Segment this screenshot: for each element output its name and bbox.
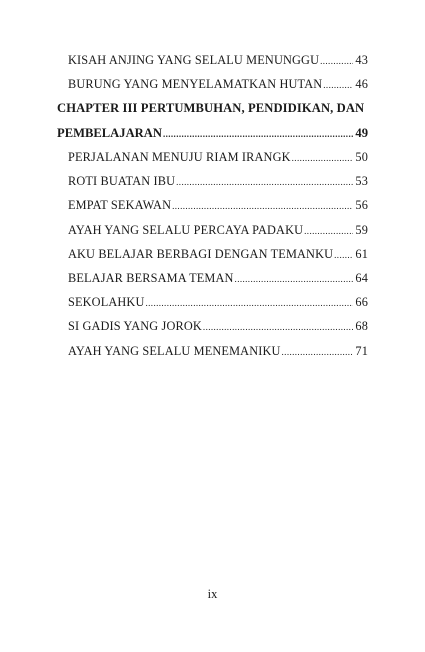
- toc-entry: [68, 270, 368, 287]
- toc-entry: [68, 294, 368, 311]
- dot-leader: [292, 150, 354, 166]
- toc-entry: [68, 222, 368, 239]
- toc-entry-title: KISAH ANJING YANG SELALU MENUNGGU: [68, 53, 320, 67]
- chapter-heading-continuation: [57, 125, 368, 142]
- toc-entry-title: AKU BELAJAR BERBAGI DENGAN TEMANKU: [68, 247, 334, 261]
- toc-entry-title: SI GADIS YANG JOROK: [68, 319, 202, 333]
- toc-entry: [68, 197, 368, 214]
- chapter-heading-page: 49: [355, 126, 368, 140]
- toc-entry-page: 50: [355, 150, 368, 164]
- dot-leader: [235, 271, 354, 287]
- dot-leader: [334, 247, 353, 263]
- toc-entry-page: 56: [355, 198, 368, 212]
- toc-entry-title: ROTI BUATAN IBU: [68, 174, 176, 188]
- dot-leader: [320, 53, 353, 69]
- dot-leader: [163, 126, 353, 142]
- dot-leader: [176, 174, 353, 190]
- toc-entry: [68, 246, 368, 263]
- toc-entry: [68, 318, 368, 335]
- toc-entry-title: EMPAT SEKAWAN: [68, 198, 172, 212]
- toc-entry: [68, 173, 368, 190]
- toc-entry-page: 66: [355, 295, 368, 309]
- toc-entry: [68, 343, 368, 360]
- toc-entry-page: 53: [355, 174, 368, 188]
- chapter-heading-title: PEMBELAJARAN: [57, 126, 162, 140]
- toc-entry-page: 68: [355, 319, 368, 333]
- toc-entry-page: 46: [355, 77, 368, 91]
- page-number: ix: [207, 587, 218, 601]
- dot-leader: [203, 319, 353, 335]
- dot-leader: [172, 198, 353, 214]
- toc-entry: [68, 149, 368, 166]
- toc-entry-title: BURUNG YANG MENYELAMATKAN HUTAN: [68, 77, 323, 91]
- chapter-heading: CHAPTER III PERTUMBUHAN, PENDIDIKAN, DAN: [57, 101, 365, 115]
- toc-entry-page: 71: [355, 344, 368, 358]
- toc-entry: [68, 76, 368, 93]
- toc-entry: [68, 52, 368, 69]
- dot-leader: [282, 344, 354, 360]
- toc-entry-page: 59: [355, 223, 368, 237]
- toc-entry-page: 43: [355, 53, 368, 67]
- toc-entry-title: AYAH YANG SELALU MENEMANIKU: [68, 344, 281, 358]
- dot-leader: [304, 223, 353, 239]
- dot-leader: [146, 295, 354, 311]
- dot-leader: [323, 77, 353, 93]
- toc-entry-title: PERJALANAN MENUJU RIAM IRANGK: [68, 150, 291, 164]
- toc-entry-title: SEKOLAHKU: [68, 295, 145, 309]
- toc-entry-title: BELAJAR BERSAMA TEMAN: [68, 271, 234, 285]
- toc-entry-page: 64: [355, 271, 368, 285]
- toc-entry-title: AYAH YANG SELALU PERCAYA PADAKU: [68, 223, 304, 237]
- toc-entry-page: 61: [355, 247, 368, 261]
